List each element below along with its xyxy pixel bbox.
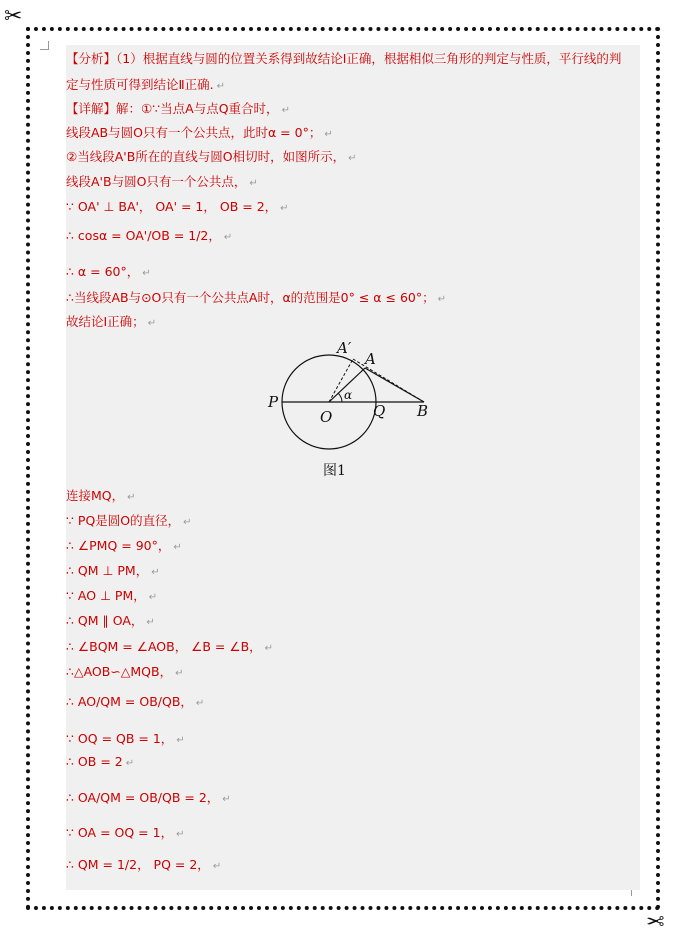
text-line: ∴ QM ∥ OA， ↵ [66, 613, 155, 628]
text-line: ∵ OA = OQ = 1， ↵ [66, 825, 185, 840]
text-line: 【分析】（1）根据直线与圆的位置关系得到故结论Ⅰ正确，根据相似三角形的判定与性质，平行线的判 [66, 51, 622, 66]
label-alpha: α [344, 388, 353, 402]
text-line: ∴ QM ⊥ PM， ↵ [66, 563, 160, 578]
label-a-prime: A′ [337, 340, 352, 357]
text-line: ∴ OB = 2 ↵ [66, 754, 135, 769]
text-line: ∴ ∠PMQ = 90°， ↵ [66, 538, 182, 553]
text-line: ∴ OA/QM = OB/QB = 2， ↵ [66, 790, 231, 805]
scissors-icon: ✂ [4, 4, 23, 29]
solution-content [66, 45, 640, 890]
text-line: ∴ cosα = OA'/OB = 1/2， ↵ [66, 228, 233, 243]
text-line: 线段A'B与圆O只有一个公共点， ↵ [66, 174, 258, 189]
text-line: ∴△AOB∽△MQB， ↵ [66, 664, 184, 679]
text-line: ∵ PQ是圆O的直径， ↵ [66, 513, 192, 528]
figure-caption: 图1 [323, 463, 346, 479]
text-line: ∴ ∠BQM = ∠AOB， ∠B = ∠B， ↵ [66, 639, 274, 654]
text-line: ∵ AO ⊥ PM， ↵ [66, 588, 158, 603]
text-line: 连接MQ， ↵ [66, 488, 136, 503]
angle-arc [338, 393, 342, 402]
label-a: A [365, 350, 376, 368]
text-line: 线段AB与圆O只有一个公共点，此时α = 0°； ↵ [66, 125, 333, 140]
text-line: ∴当线段AB与⊙O只有一个公共点A时，α的范围是0° ≤ α ≤ 60°； ↵ [66, 290, 447, 305]
text-line: ②当线段A'B所在的直线与圆O相切时，如图所示， ↵ [66, 149, 357, 164]
label-o: O [320, 408, 333, 426]
segment-a-prime-b [353, 359, 424, 402]
text-line: ∵ OQ = QB = 1， ↵ [66, 731, 185, 746]
text-line: 【详解】解：①∵当点A与点Q重合时， ↵ [66, 101, 290, 116]
text-line: ∴ α = 60°， ↵ [66, 264, 151, 279]
geometry-figure [264, 340, 444, 475]
text-line: ∵ OA' ⊥ BA'， OA' = 1， OB = 2， ↵ [66, 199, 289, 214]
text-line: 定与性质可得到结论Ⅱ正确. ↵ [66, 77, 226, 92]
scissors-icon: ✂ [646, 907, 665, 932]
label-p: P [268, 393, 279, 411]
crop-mark [40, 41, 49, 50]
label-b: B [417, 402, 429, 420]
text-line: 故结论Ⅰ正确； ↵ [66, 314, 157, 329]
label-q: Q [373, 402, 386, 420]
text-line: ∴ AO/QM = OB/QB， ↵ [66, 694, 205, 709]
text-line: ∴ QM = 1/2， PQ = 2， ↵ [66, 857, 222, 872]
